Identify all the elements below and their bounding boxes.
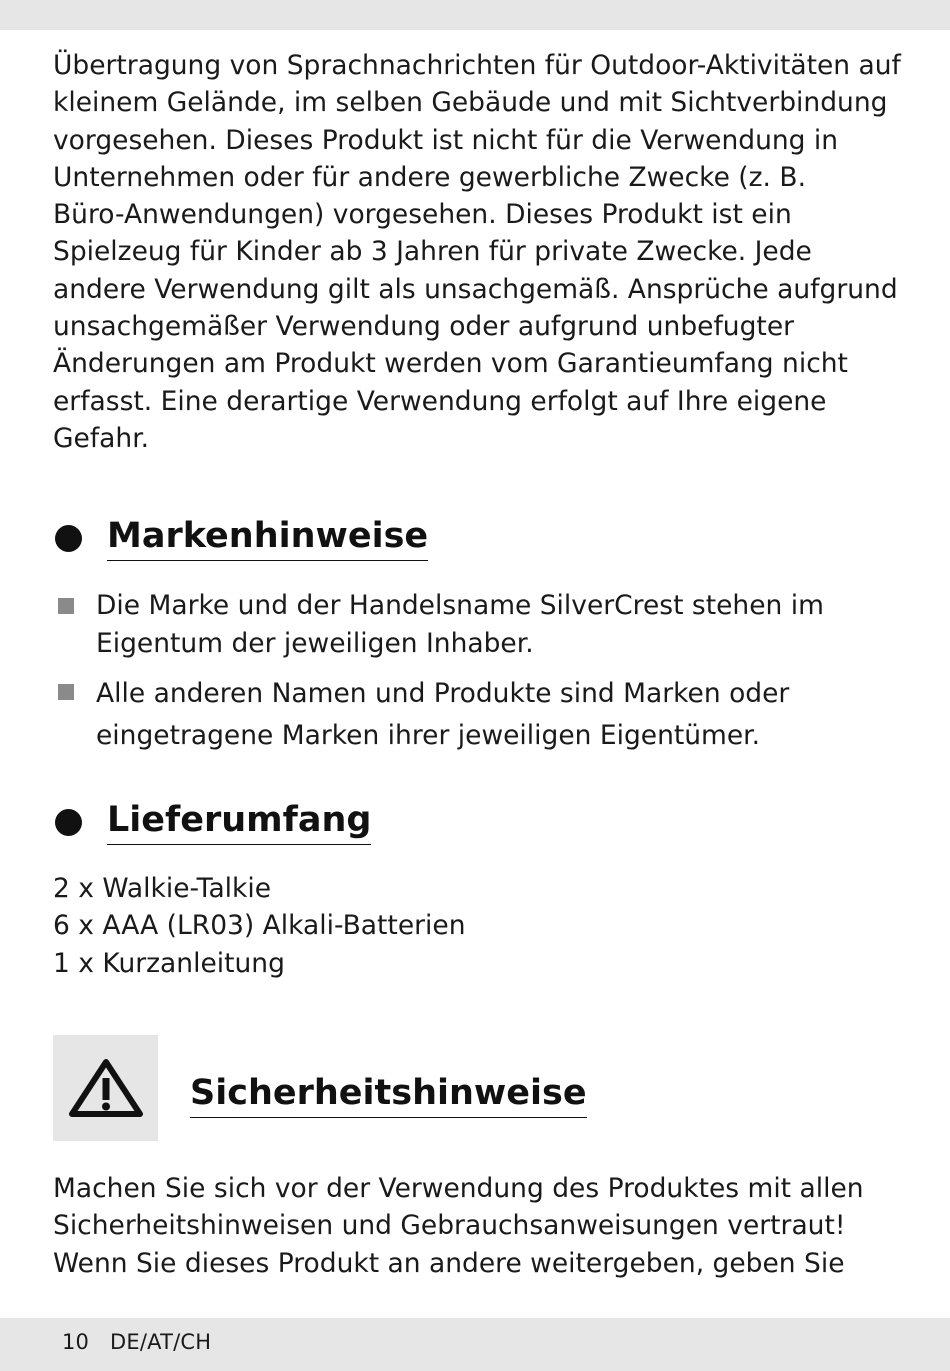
- scope-item: 6 x AAA (LR03) Alkali-Batterien: [53, 910, 466, 942]
- text-line: unsachgemäßer Verwendung oder aufgrund unbefugter: [53, 311, 795, 343]
- section-heading-scope: [55, 800, 371, 845]
- trademark-list: [56, 587, 916, 757]
- list-item-line: eingetragene Marken ihrer jeweiligen Eigentümer.: [96, 720, 761, 751]
- text-line: andere Verwendung gilt als unsachgemäß. Ansprüche aufgrund: [53, 273, 898, 305]
- list-item: [56, 587, 916, 663]
- text-line: Unternehmen oder für andere gewerbliche Zwecke (z. B.: [53, 161, 807, 193]
- warning-triangle-icon: [66, 1056, 146, 1120]
- scope-item: 2 x Walkie-Talkie: [53, 873, 272, 904]
- text-line: vorgesehen. Dieses Produkt ist nicht für die Verwendung in: [53, 124, 839, 156]
- text-line: Machen Sie sich vor der Verwendung des Produktes mit allen: [53, 1173, 864, 1204]
- list-item-line: Eigentum der jeweiligen Inhaber.: [96, 628, 534, 659]
- text-line: Sicherheitshinweisen und Gebrauchsanweisungen vertraut!: [53, 1210, 846, 1242]
- page-footer: [62, 1330, 225, 1354]
- text-line: Spielzeug für Kinder ab 3 Jahren für private Zwecke. Jede: [53, 236, 812, 268]
- text-line: Wenn Sie dieses Produkt an andere weitergeben, geben Sie: [53, 1247, 845, 1279]
- text-line: Änderungen am Produkt werden vom Garantieumfang nicht: [53, 348, 848, 380]
- heading-title: Markenhinweise: [107, 516, 428, 561]
- section-heading-safety: [190, 1073, 587, 1118]
- square-bullet-icon: [58, 684, 74, 700]
- list-item-line: Alle anderen Namen und Produkte sind Marken oder: [96, 678, 790, 709]
- scope-list: [53, 870, 933, 982]
- top-band: [0, 0, 950, 30]
- text-line: Gefahr.: [53, 422, 150, 454]
- heading-title: Lieferumfang: [107, 800, 371, 845]
- scope-item: 1 x Kurzanleitung: [53, 947, 285, 979]
- bullet-dot-icon: [55, 525, 82, 552]
- warning-box: [53, 1035, 158, 1141]
- intro-paragraph: [53, 47, 933, 457]
- page-number: 10: [62, 1330, 90, 1354]
- bullet-dot-icon: [55, 809, 82, 836]
- text-line: erfasst. Eine derartige Verwendung erfolgt auf Ihre eigene: [53, 385, 827, 417]
- text-line: kleinem Gelände, im selben Gebäude und mit Sichtverbindung: [53, 87, 888, 119]
- region-label: DE/AT/CH: [110, 1330, 212, 1354]
- list-item-line: Die Marke und der Handelsname SilverCrest stehen im: [96, 590, 824, 621]
- heading-title: Sicherheitshinweise: [190, 1073, 587, 1118]
- list-item: [56, 673, 916, 757]
- section-heading-trademarks: [55, 516, 428, 561]
- square-bullet-icon: [58, 598, 74, 614]
- safety-paragraph: [53, 1170, 933, 1282]
- text-line: Büro-Anwendungen) vorgesehen. Dieses Produkt ist ein: [53, 199, 792, 231]
- text-line: Übertragung von Sprachnachrichten für Outdoor-Aktivitäten auf: [53, 50, 901, 81]
